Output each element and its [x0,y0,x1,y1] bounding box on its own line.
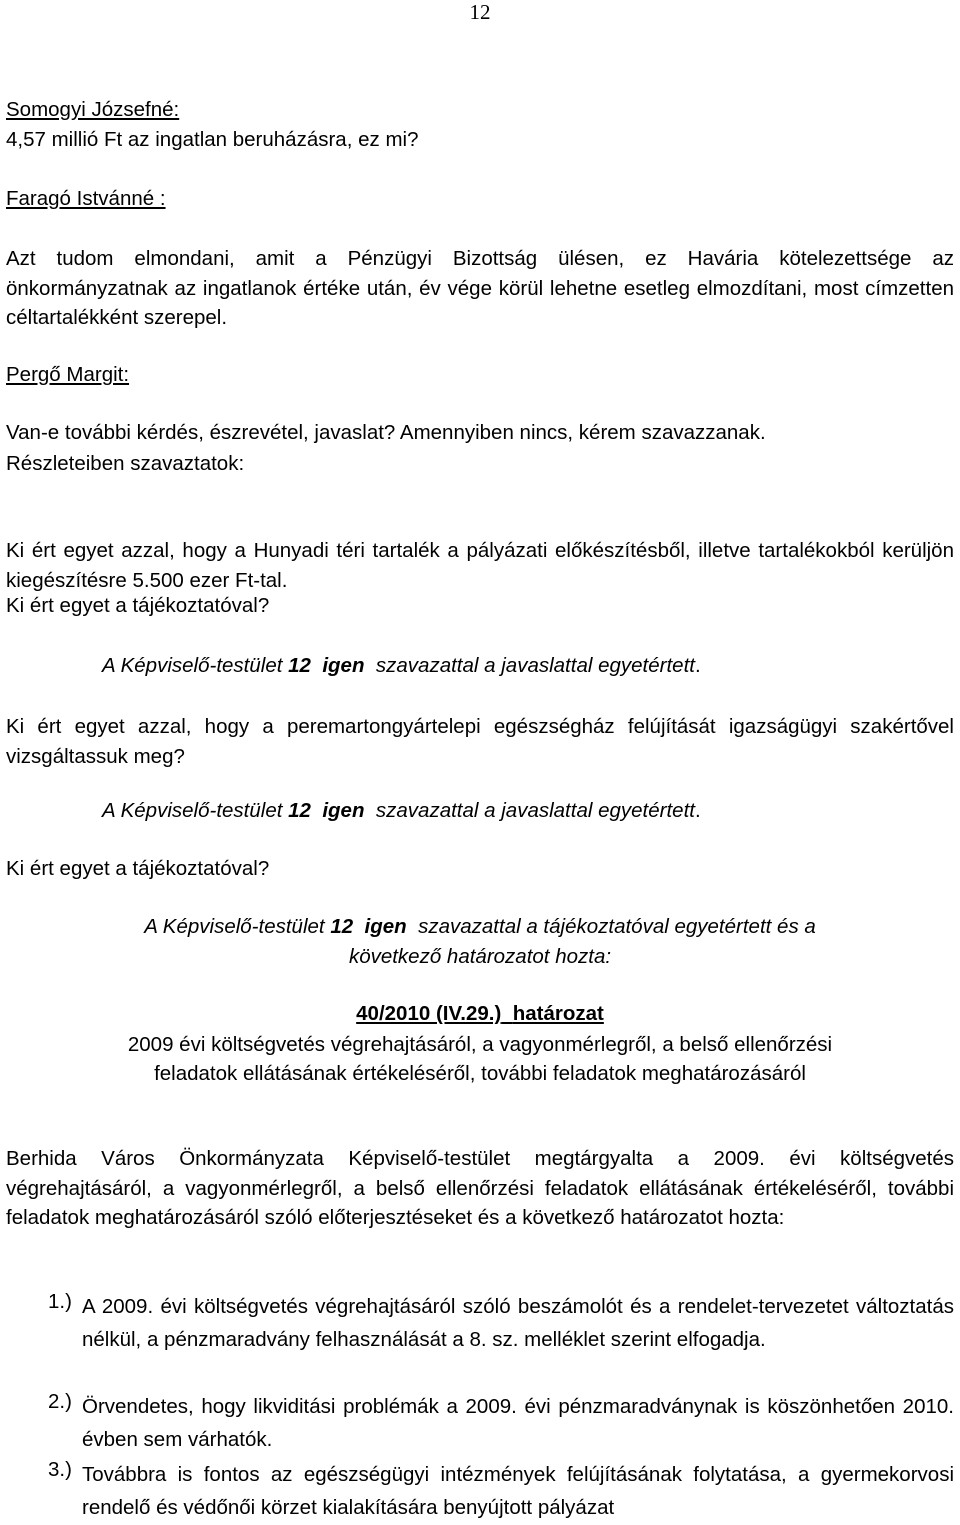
resolution-subject-2: feladatok ellátásának értékeléséről, további feladatok meghatározásáról [154,1062,806,1085]
speaker-somogyi: Somogyi Józsefné: [6,98,180,121]
speaker-farago: Faragó Istvánné : [6,187,166,210]
motion-report-question-2: Ki ért egyet a tájékoztatóval? [6,857,270,880]
question-line: 4,57 millió Ft az ingatlan beruházásra, ez mi? [6,128,419,151]
resolution-word: határozat [512,1002,604,1025]
vote-result-3: A Képviselő-testület 12 igen szavazattal a tájékoztatóval egyetértett és a [144,915,816,938]
resolution-number: 40/2010 (IV.29.) [356,1002,502,1025]
item-number: 3.) [48,1458,72,1481]
page-number: 12 [469,0,491,24]
vote-result-2: A Képviselő-testület 12 igen szavazattal a javaslattal egyetértett. [102,799,701,822]
chair-question: Van-e további kérdés, észrevétel, javaslat? Amennyiben nincs, kérem szavazzanak. [6,421,766,444]
item-text: A 2009. évi költségvetés végrehajtásáról szóló beszámolót és a rendelet-tervezetet változtatás nélkül, a pénzmaradvány felhasználását a 8. sz. melléklet szerint elfogadja. [82,1295,954,1352]
motion-hunyadi: Ki ért egyet azzal, hogy a Hunyadi téri tartalék a pályázati előkészítésből, illetve tartalékokból kerüljön kiegészítésre 5.500 ezer Ft-tal. [6,539,954,592]
item-text: Örvendetes, hogy likviditási problémák a 2009. évi pénzmaradványnak is köszönhetően 2010. évben sem várhatók. [82,1395,954,1452]
detail-vote-intro: Részleteiben szavaztatok: [6,452,245,475]
vote-result-3-line2: következő határozatot hozta: [348,945,612,968]
resolution-subject-1: 2009 évi költségvetés végrehajtásáról, a vagyonmérlegről, a belső ellenőrzési [127,1033,833,1056]
item-number: 2.) [48,1390,72,1413]
item-text: Továbbra is fontos az egészségügyi intézmények felújításának folytatása, a gyermekorvosi rendelő és védőnői körzet kialakítására benyújtott pályázat [82,1463,954,1520]
item-number: 1.) [48,1290,72,1313]
motion-report-question: Ki ért egyet a tájékoztatóval? [6,594,270,617]
resolution-body: Berhida Város Önkormányzata Képviselő-testület megtárgyalta a 2009. évi költségvetés végrehajtásáról, a vagyonmérlegről, a belső ellenőrzési feladatok ellátásának értékeléséről, további feladatok meghatározásáról szóló előterjesztéseket és a következő határozatot hozta: [6,1147,954,1229]
vote-result-1: A Képviselő-testület 12 igen szavazattal a javaslattal egyetértett. [102,654,701,677]
answer-paragraph: Azt tudom elmondani, amit a Pénzügyi Bizottság ülésen, ez Havária kötelezettsége az önkormányzatnak az ingatlanok értéke után, év vége körül lehetne esetleg elmozdítani, most címzetten céltartalékként szerepel. [6,247,954,329]
speaker-pergo: Pergő Margit: [6,363,130,386]
resolution-title [0,1002,960,1026]
motion-health-house: Ki ért egyet azzal, hogy a peremartongyártelepi egészségház felújítását igazságügyi szakértővel vizsgáltassuk meg? [6,715,954,768]
